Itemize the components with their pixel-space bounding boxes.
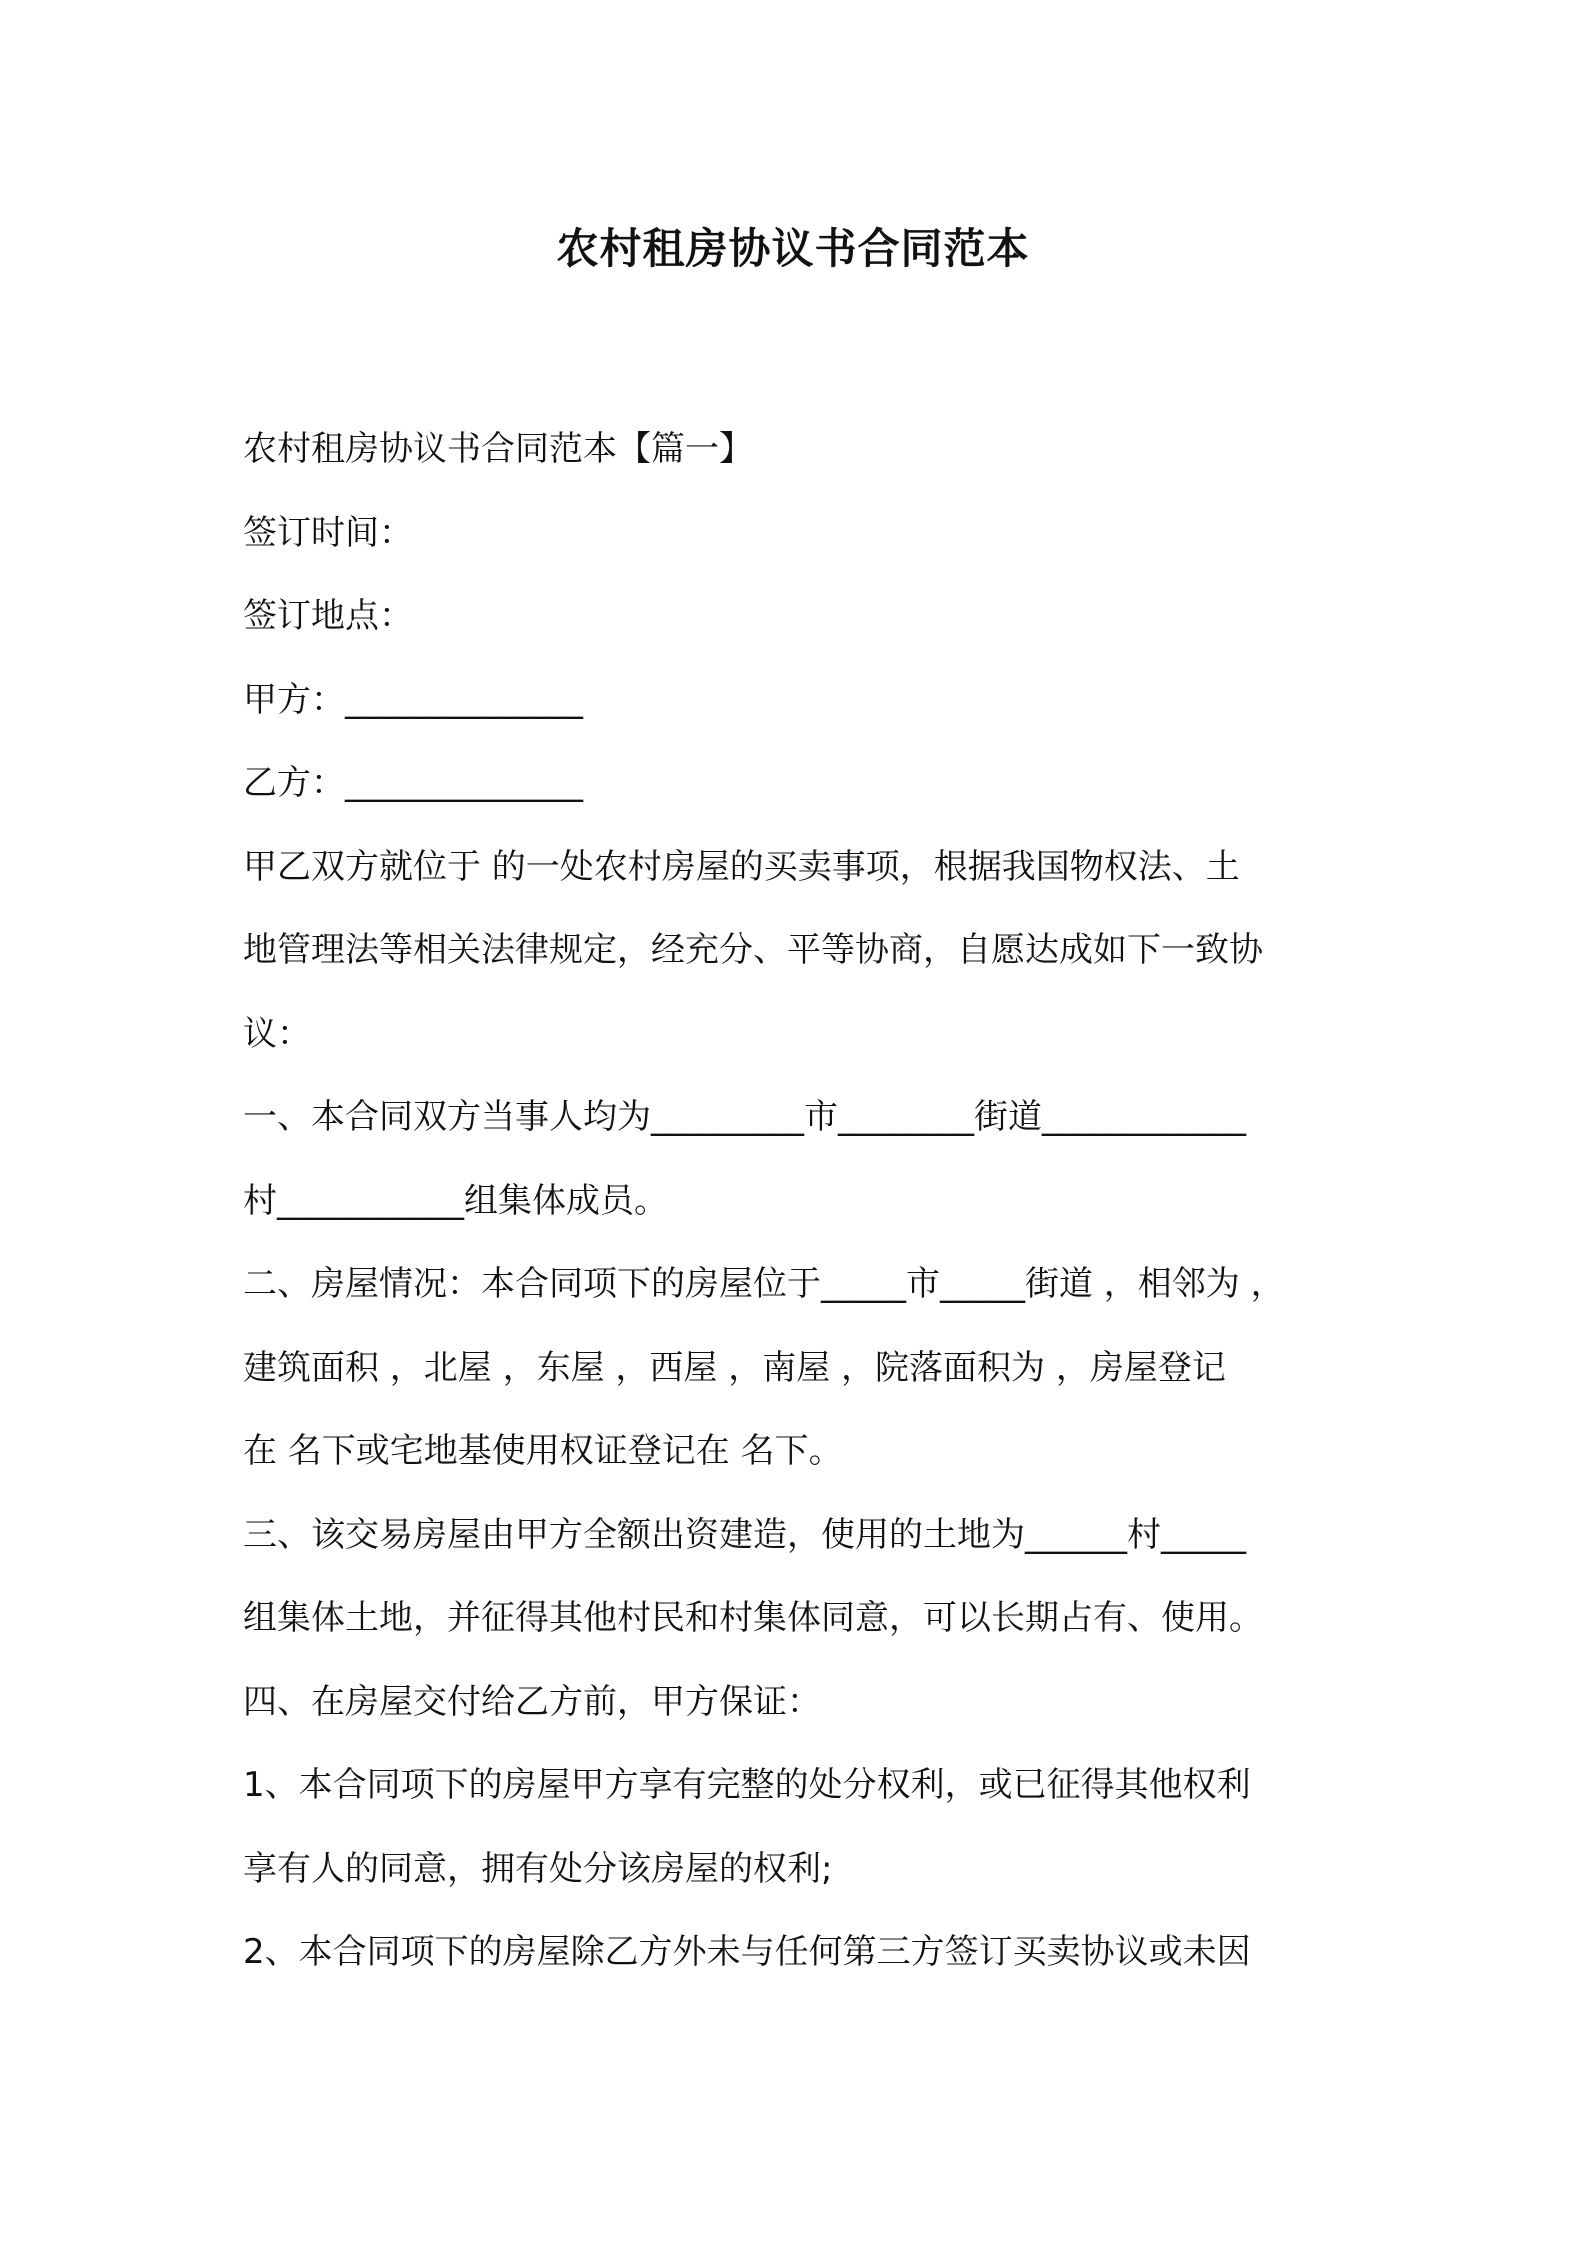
clause-2-line: 二、房屋情况：本合同项下的房屋位于_____市_____街道 ，相邻为 ， <box>243 1264 1285 1304</box>
preamble-line: 议： <box>243 1013 311 1054</box>
clause-2-line: 建筑面积 ，北屋 ，东屋 ，西屋 ，南屋 ，院落面积为 ，房屋登记 <box>243 1347 1226 1388</box>
heading-section-1: 农村租房协议书合同范本【篇一】 <box>243 429 753 469</box>
clause-1-line: 村___________组集体成员。 <box>243 1180 668 1221</box>
preamble-line: 地管理法等相关法律规定，经充分、平等协商，自愿达成如下一致协 <box>243 930 1263 970</box>
document-title: 农村租房协议书合同范本 <box>556 224 1030 273</box>
clause-1-line: 一、本合同双方当事人均为_________市________街道____________ <box>243 1097 1246 1137</box>
party-a-line: 甲方：______________ <box>243 679 583 720</box>
signing-place-line: 签订地点： <box>243 596 413 636</box>
clause-4-line: 四、在房屋交付给乙方前，甲方保证： <box>243 1681 821 1722</box>
clause-3-line: 组集体土地，并征得其他村民和村集体同意，可以长期占有、使用。 <box>243 1598 1263 1638</box>
preamble-line: 甲乙双方就位于 的一处农村房屋的买卖事项，根据我国物权法、土 <box>243 846 1240 887</box>
document-body <box>243 408 1353 1995</box>
party-b-line: 乙方：______________ <box>243 763 583 803</box>
clause-4-item-1-line: 享有人的同意，拥有处分该房屋的权利; <box>243 1848 833 1889</box>
clause-4-item-1-line: 1、本合同项下的房屋甲方享有完整的处分权利，或已征得其他权利 <box>243 1765 1251 1805</box>
clause-3-line: 三、该交易房屋由甲方全额出资建造，使用的土地为______村_____ <box>243 1514 1246 1555</box>
clause-4-item-2-line: 2、本合同项下的房屋除乙方外未与任何第三方签订买卖协议或未因 <box>243 1932 1251 1972</box>
clause-2-line: 在 名下或宅地基使用权证登记在 名下。 <box>243 1431 843 1471</box>
signing-time-line: 签订时间： <box>243 512 413 553</box>
